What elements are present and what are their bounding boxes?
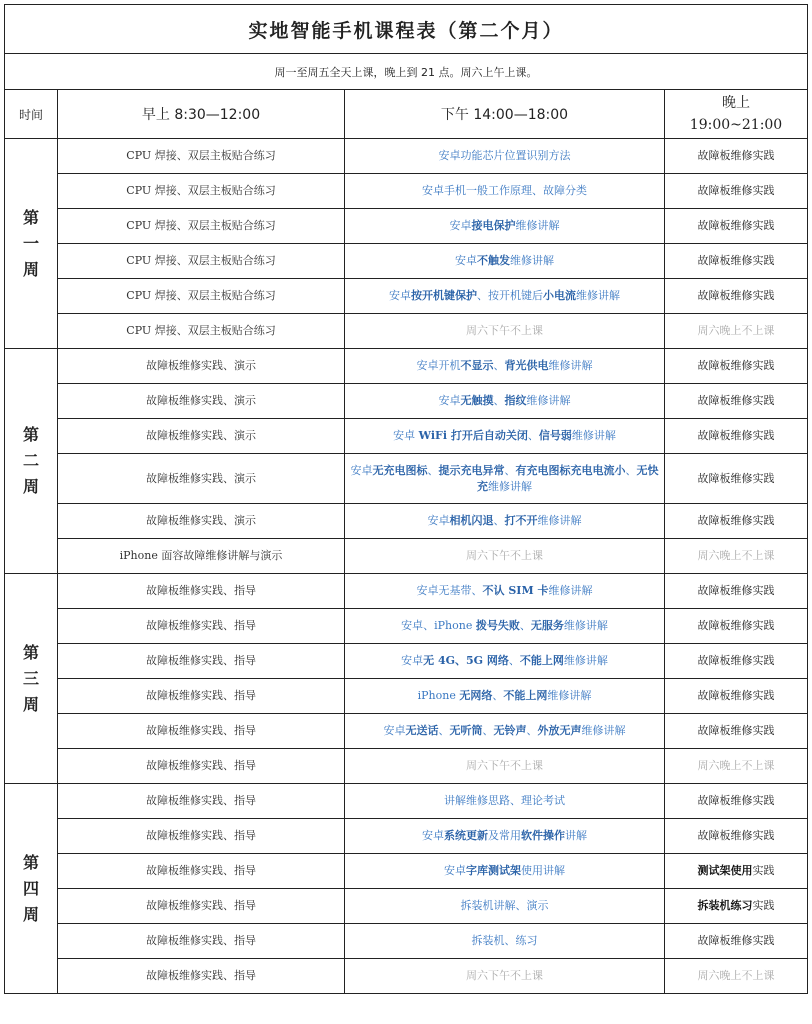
afternoon-emphasis: 无听筒 <box>449 724 483 737</box>
schedule-row <box>5 609 808 644</box>
evening-text: 故障板维修实践 <box>697 724 775 737</box>
schedule-row <box>5 384 808 419</box>
header-row <box>5 90 808 139</box>
evening-cell <box>665 539 808 574</box>
afternoon-cell <box>345 454 665 504</box>
afternoon-cell <box>345 784 665 819</box>
afternoon-emphasis: 软件操作 <box>521 829 565 842</box>
afternoon-text: 安卓 <box>455 254 477 267</box>
schedule-body <box>5 5 808 994</box>
schedule-row <box>5 854 808 889</box>
afternoon-cell <box>345 314 665 349</box>
schedule-row <box>5 679 808 714</box>
evening-cell <box>665 279 808 314</box>
week-label <box>5 784 58 994</box>
afternoon-cell <box>345 384 665 419</box>
afternoon-text: 安卓手机一般工作原理、故障分类 <box>422 184 587 197</box>
evening-cell <box>665 139 808 174</box>
afternoon-emphasis: 打不开 <box>504 514 538 527</box>
schedule-row <box>5 539 808 574</box>
afternoon-cell <box>345 679 665 714</box>
afternoon-text: 安卓 <box>383 724 406 737</box>
afternoon-emphasis: 无快充 <box>477 463 659 493</box>
morning-cell: 故障板维修实践、演示 <box>58 419 345 454</box>
morning-cell: 故障板维修实践、指导 <box>58 819 345 854</box>
afternoon-text: 使用讲解 <box>521 864 565 877</box>
evening-text: 故障板维修实践 <box>697 829 775 842</box>
schedule-note: 周一至周五全天上课，晚上到 21 点。周六上午上课。 <box>5 54 808 90</box>
morning-cell: 故障板维修实践、指导 <box>58 749 345 784</box>
afternoon-cell <box>345 139 665 174</box>
week-label-char: 第 <box>22 207 39 227</box>
week-label-char: 周 <box>22 694 39 714</box>
afternoon-cell <box>345 644 665 679</box>
afternoon-cell <box>345 714 665 749</box>
afternoon-text: 维修讲解 <box>526 394 571 407</box>
morning-cell: CPU 焊接、双层主板贴合练习 <box>58 279 345 314</box>
afternoon-text: 、 <box>493 359 505 372</box>
week-label-char: 第 <box>22 642 39 662</box>
afternoon-text: 维修讲解 <box>548 584 593 597</box>
afternoon-emphasis: 接电保护 <box>471 219 516 232</box>
afternoon-emphasis: 无触摸 <box>460 394 494 407</box>
afternoon-cell <box>345 609 665 644</box>
evening-text: 故障板维修实践 <box>697 619 775 632</box>
afternoon-text: 、 <box>625 463 637 477</box>
afternoon-text: 、 <box>508 654 520 667</box>
evening-cell <box>665 384 808 419</box>
schedule-row <box>5 784 808 819</box>
week-label-char: 周 <box>22 259 39 279</box>
week-label-char: 第 <box>22 425 39 444</box>
afternoon-text: 维修讲解 <box>537 514 582 527</box>
afternoon-text: iPhone <box>417 689 460 702</box>
afternoon-emphasis: 指纹 <box>504 394 527 407</box>
morning-cell: 故障板维修实践、指导 <box>58 679 345 714</box>
evening-cell <box>665 349 808 384</box>
week-label-char: 二 <box>22 451 39 470</box>
afternoon-emphasis: 信号弱 <box>538 429 572 442</box>
afternoon-text: 维修讲解 <box>563 654 608 667</box>
evening-cell <box>665 749 808 784</box>
morning-cell: 故障板维修实践、指导 <box>58 609 345 644</box>
afternoon-text: 安卓 <box>401 654 424 667</box>
afternoon-text: 及常用 <box>488 829 521 842</box>
afternoon-emphasis: 有充电图标充电电流小 <box>515 463 626 477</box>
schedule-row <box>5 924 808 959</box>
header-time: 时间 <box>5 90 58 139</box>
evening-cell <box>665 924 808 959</box>
afternoon-emphasis: 无网络 <box>459 689 493 702</box>
afternoon-emphasis: 不能上网 <box>519 654 564 667</box>
afternoon-emphasis: 提示充电异常 <box>438 463 505 477</box>
afternoon-text: 维修讲解 <box>548 359 593 372</box>
afternoon-text: 、 <box>427 463 439 477</box>
evening-cell <box>665 419 808 454</box>
morning-cell: CPU 焊接、双层主板贴合练习 <box>58 314 345 349</box>
afternoon-text: 维修讲解 <box>488 479 532 493</box>
afternoon-text: 安卓 <box>427 514 450 527</box>
afternoon-cell <box>345 349 665 384</box>
evening-cell <box>665 504 808 539</box>
schedule-row <box>5 819 808 854</box>
evening-cell <box>665 784 808 819</box>
afternoon-emphasis: 按开机键保护 <box>411 289 477 302</box>
afternoon-emphasis: 外放无声 <box>537 724 582 737</box>
evening-text: 实践 <box>752 899 775 912</box>
schedule-row <box>5 504 808 539</box>
schedule-row <box>5 139 808 174</box>
afternoon-emphasis: 小电流 <box>543 289 576 302</box>
afternoon-text: 、 <box>504 463 516 477</box>
afternoon-emphasis: 不显示 <box>460 359 494 372</box>
schedule-row <box>5 174 808 209</box>
morning-cell: CPU 焊接、双层主板贴合练习 <box>58 174 345 209</box>
evening-text: 周六晚上不上课 <box>697 969 775 982</box>
evening-cell <box>665 209 808 244</box>
week-label-char: 一 <box>22 233 39 253</box>
afternoon-text: 、 <box>493 514 505 527</box>
evening-text: 故障板维修实践 <box>697 794 775 807</box>
morning-cell: 故障板维修实践、指导 <box>58 714 345 749</box>
afternoon-cell <box>345 889 665 924</box>
morning-cell: 故障板维修实践、演示 <box>58 349 345 384</box>
afternoon-cell <box>345 539 665 574</box>
schedule-row <box>5 714 808 749</box>
evening-cell <box>665 819 808 854</box>
afternoon-cell <box>345 209 665 244</box>
schedule-row <box>5 244 808 279</box>
schedule-row <box>5 209 808 244</box>
afternoon-text: 周六下午不上课 <box>466 324 543 337</box>
evening-cell <box>665 574 808 609</box>
afternoon-text: 讲解维修思路、理论考试 <box>444 794 565 807</box>
morning-cell: 故障板维修实践、指导 <box>58 644 345 679</box>
afternoon-text: 周六下午不上课 <box>466 969 543 982</box>
afternoon-emphasis: 拨号失败 <box>475 619 520 632</box>
evening-text: 周六晚上不上课 <box>697 324 775 337</box>
header-evening <box>665 90 808 139</box>
week-label <box>5 574 58 784</box>
afternoon-cell <box>345 924 665 959</box>
afternoon-text: 、 <box>482 724 494 737</box>
page-title: 实地智能手机课程表（第二个月） <box>5 5 808 54</box>
evening-text: 故障板维修实践 <box>697 359 775 372</box>
afternoon-text: 维修讲解 <box>515 219 560 232</box>
schedule-row <box>5 644 808 679</box>
afternoon-text: 维修讲解 <box>576 289 620 302</box>
afternoon-text: 、 <box>493 394 505 407</box>
afternoon-emphasis: 不认 SIM 卡 <box>482 584 549 597</box>
morning-cell: 故障板维修实践、演示 <box>58 504 345 539</box>
afternoon-text: 安卓功能芯片位置识别方法 <box>438 149 571 162</box>
evening-cell <box>665 714 808 749</box>
week-label <box>5 349 58 574</box>
evening-text: 周六晚上不上课 <box>697 549 775 562</box>
afternoon-cell <box>345 574 665 609</box>
afternoon-cell <box>345 749 665 784</box>
schedule-table <box>4 4 808 994</box>
afternoon-cell <box>345 819 665 854</box>
schedule-row <box>5 419 808 454</box>
evening-text: 故障板维修实践 <box>697 394 775 407</box>
evening-text: 故障板维修实践 <box>697 934 775 947</box>
morning-cell: CPU 焊接、双层主板贴合练习 <box>58 244 345 279</box>
morning-cell: 故障板维修实践、演示 <box>58 454 345 504</box>
afternoon-text: 维修讲解 <box>581 724 626 737</box>
afternoon-emphasis: 不触发 <box>477 254 510 267</box>
afternoon-text: 、 <box>438 724 450 737</box>
morning-cell: 故障板维修实践、指导 <box>58 574 345 609</box>
morning-cell: 故障板维修实践、指导 <box>58 924 345 959</box>
morning-cell: 故障板维修实践、指导 <box>58 959 345 994</box>
evening-cell <box>665 889 808 924</box>
week-label-char: 四 <box>22 878 39 898</box>
afternoon-text: 拆装机讲解、演示 <box>460 899 549 912</box>
afternoon-text: 维修讲解 <box>547 689 592 702</box>
afternoon-text: 讲解 <box>565 829 587 842</box>
evening-text: 故障板维修实践 <box>697 254 775 267</box>
evening-emphasis: 拆装机练习 <box>697 899 753 912</box>
afternoon-cell <box>345 959 665 994</box>
week-label-char: 第 <box>22 852 39 872</box>
afternoon-text: 拆装机、练习 <box>471 934 538 947</box>
evening-cell <box>665 854 808 889</box>
evening-text: 故障板维修实践 <box>697 149 775 162</box>
schedule-row <box>5 574 808 609</box>
evening-text: 故障板维修实践 <box>697 689 775 702</box>
evening-cell <box>665 174 808 209</box>
evening-text: 故障板维修实践 <box>697 219 775 232</box>
schedule-row <box>5 279 808 314</box>
evening-text: 故障板维修实践 <box>697 584 775 597</box>
afternoon-emphasis: 无充电图标 <box>372 463 428 477</box>
afternoon-emphasis: 系统更新 <box>444 829 488 842</box>
afternoon-text: 安卓 <box>350 463 373 477</box>
afternoon-emphasis: WiFi 打开后自动关闭 <box>418 429 528 442</box>
afternoon-emphasis: 背光供电 <box>504 359 549 372</box>
evening-cell <box>665 314 808 349</box>
afternoon-text: 安卓 <box>389 289 411 302</box>
schedule-row <box>5 349 808 384</box>
evening-cell <box>665 454 808 504</box>
morning-cell: CPU 焊接、双层主板贴合练习 <box>58 209 345 244</box>
evening-text: 故障板维修实践 <box>697 184 775 197</box>
afternoon-text: 、 <box>526 724 538 737</box>
afternoon-text: 安卓、iPhone <box>401 619 476 632</box>
afternoon-cell <box>345 419 665 454</box>
evening-text: 故障板维修实践 <box>697 654 775 667</box>
schedule-row <box>5 314 808 349</box>
afternoon-text: 安卓 <box>393 429 419 442</box>
afternoon-text: 、 <box>527 429 539 442</box>
evening-text: 故障板维修实践 <box>697 289 775 302</box>
afternoon-emphasis: 不能上网 <box>503 689 548 702</box>
morning-cell: 故障板维修实践、演示 <box>58 384 345 419</box>
evening-text: 故障板维修实践 <box>697 514 775 527</box>
afternoon-text: 安卓 <box>422 829 444 842</box>
evening-cell <box>665 679 808 714</box>
evening-cell <box>665 644 808 679</box>
header-morning: 早上 8:30—12:00 <box>58 90 345 139</box>
evening-text: 故障板维修实践 <box>697 429 775 442</box>
week-label-char: 三 <box>22 668 39 688</box>
morning-cell: 故障板维修实践、指导 <box>58 889 345 924</box>
week-label-char: 周 <box>22 477 39 496</box>
afternoon-emphasis: 字库测试架 <box>466 864 521 877</box>
evening-emphasis: 测试架使用 <box>697 864 753 877</box>
morning-cell: 故障板维修实践、指导 <box>58 784 345 819</box>
evening-text: 周六晚上不上课 <box>697 759 775 772</box>
subtitle-row <box>5 54 808 90</box>
afternoon-emphasis: 相机闪退 <box>449 514 494 527</box>
header-afternoon: 下午 14:00—18:00 <box>345 90 665 139</box>
afternoon-text: 安卓无基带、 <box>416 584 483 597</box>
evening-text: 故障板维修实践 <box>697 471 775 485</box>
afternoon-cell <box>345 244 665 279</box>
morning-cell: iPhone 面容故障维修讲解与演示 <box>58 539 345 574</box>
afternoon-text: 维修讲解 <box>563 619 608 632</box>
afternoon-emphasis: 无 4G、5G 网络 <box>423 654 509 667</box>
week-label-char: 周 <box>22 904 39 924</box>
afternoon-cell <box>345 174 665 209</box>
morning-cell: 故障板维修实践、指导 <box>58 854 345 889</box>
evening-text: 实践 <box>752 864 775 877</box>
schedule-row <box>5 959 808 994</box>
afternoon-text: 、 <box>492 689 504 702</box>
afternoon-text: 安卓开机 <box>416 359 461 372</box>
afternoon-text: 周六下午不上课 <box>466 549 543 562</box>
afternoon-cell <box>345 504 665 539</box>
afternoon-text: 维修讲解 <box>571 429 616 442</box>
evening-cell <box>665 609 808 644</box>
afternoon-text: 、 <box>519 619 531 632</box>
morning-cell: CPU 焊接、双层主板贴合练习 <box>58 139 345 174</box>
title-row <box>5 5 808 54</box>
evening-cell <box>665 244 808 279</box>
afternoon-cell <box>345 854 665 889</box>
afternoon-text: 维修讲解 <box>510 254 554 267</box>
afternoon-text: 安卓 <box>444 864 466 877</box>
afternoon-text: 安卓 <box>449 219 472 232</box>
afternoon-emphasis: 无服务 <box>530 619 564 632</box>
afternoon-text: 、按开机键后 <box>477 289 543 302</box>
header-evening-time: 19:00~21:00 <box>689 117 783 133</box>
evening-cell <box>665 959 808 994</box>
afternoon-text: 安卓 <box>438 394 461 407</box>
week-label <box>5 139 58 349</box>
header-evening-label: 晚上 <box>722 95 750 111</box>
afternoon-emphasis: 无送话 <box>405 724 439 737</box>
afternoon-cell <box>345 279 665 314</box>
afternoon-text: 周六下午不上课 <box>466 759 543 772</box>
schedule-row <box>5 454 808 504</box>
schedule-row <box>5 889 808 924</box>
afternoon-emphasis: 无铃声 <box>493 724 527 737</box>
schedule-row <box>5 749 808 784</box>
